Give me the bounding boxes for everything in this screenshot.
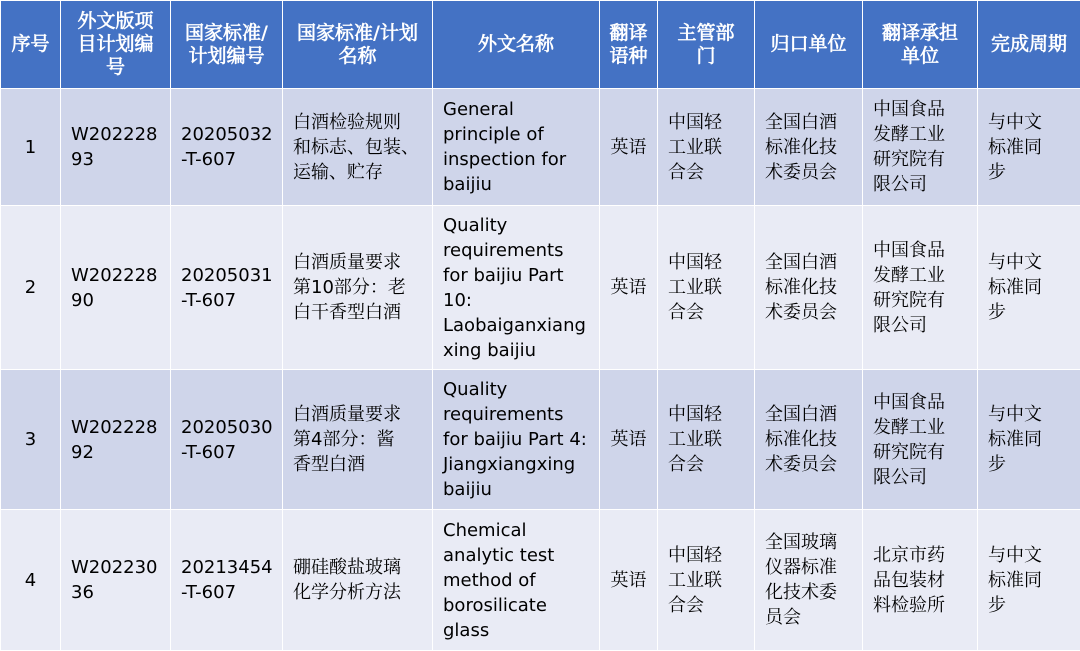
header-period: 完成周期 [978,1,1080,89]
cell-national-std-name: 白酒质量要求 第10部分：老 白干香型白酒 [283,206,433,370]
cell-department: 中国轻 工业联 合会 [658,370,755,510]
cell-national-std-name: 白酒检验规则 和标志、包装、 运输、贮存 [283,89,433,206]
cell-foreign-name: General principle of inspection for baijiu [433,89,600,206]
cell-period: 与中文 标准同 步 [978,206,1080,370]
header-index: 序号 [1,1,61,89]
cell-national-std-name: 硼硅酸盐玻璃 化学分析方法 [283,510,433,651]
cell-language: 英语 [600,510,658,651]
cell-national-std-id: 20213454 -T-607 [171,510,283,651]
cell-responsible-unit: 全国白酒 标准化技 术委员会 [755,206,863,370]
cell-responsible-unit: 全国玻璃 仪器标准 化技术委 员会 [755,510,863,651]
header-foreign-name: 外文名称 [433,1,600,89]
cell-foreign-name: Quality requirements for baijiu Part 10: Laobaiganxiangxing baijiu [433,206,600,370]
cell-responsible-unit: 全国白酒 标准化技 术委员会 [755,370,863,510]
cell-foreign-plan-id: W202228 90 [61,206,171,370]
header-row [1,1,1080,89]
cell-responsible-unit: 全国白酒 标准化技 术委员会 [755,89,863,206]
cell-translator: 中国食品 发酵工业 研究院有 限公司 [863,206,978,370]
table-row [1,89,1080,206]
cell-department: 中国轻 工业联 合会 [658,89,755,206]
cell-period: 与中文 标准同 步 [978,510,1080,651]
cell-language: 英语 [600,89,658,206]
table-row [1,370,1080,510]
cell-language: 英语 [600,206,658,370]
cell-period: 与中文 标准同 步 [978,370,1080,510]
cell-department: 中国轻 工业联 合会 [658,206,755,370]
cell-translator: 北京市药 品包装材 料检验所 [863,510,978,651]
cell-foreign-name: Chemical analytic test method of borosilicate glass [433,510,600,651]
cell-index: 3 [1,370,61,510]
cell-index: 4 [1,510,61,651]
cell-national-std-id: 20205030 -T-607 [171,370,283,510]
cell-national-std-name: 白酒质量要求 第4部分：酱 香型白酒 [283,370,433,510]
cell-language: 英语 [600,370,658,510]
header-language: 翻译 语种 [600,1,658,89]
table-row [1,206,1080,370]
header-responsible-unit: 归口单位 [755,1,863,89]
cell-foreign-plan-id: W202228 93 [61,89,171,206]
header-department: 主管部 门 [658,1,755,89]
cell-national-std-id: 20205031 -T-607 [171,206,283,370]
header-foreign-plan-id: 外文版项 目计划编 号 [61,1,171,89]
cell-foreign-plan-id: W202228 92 [61,370,171,510]
cell-index: 2 [1,206,61,370]
header-national-std-id: 国家标准/ 计划编号 [171,1,283,89]
cell-foreign-plan-id: W202230 36 [61,510,171,651]
header-translator: 翻译承担 单位 [863,1,978,89]
cell-national-std-id: 20205032 -T-607 [171,89,283,206]
table-row [1,510,1080,651]
cell-index: 1 [1,89,61,206]
cell-department: 中国轻 工业联 合会 [658,510,755,651]
cell-translator: 中国食品 发酵工业 研究院有 限公司 [863,89,978,206]
header-national-std-name: 国家标准/计划 名称 [283,1,433,89]
cell-foreign-name: Quality requirements for baijiu Part 4: Jiangxiangxing baijiu [433,370,600,510]
cell-translator: 中国食品 发酵工业 研究院有 限公司 [863,370,978,510]
cell-period: 与中文 标准同 步 [978,89,1080,206]
